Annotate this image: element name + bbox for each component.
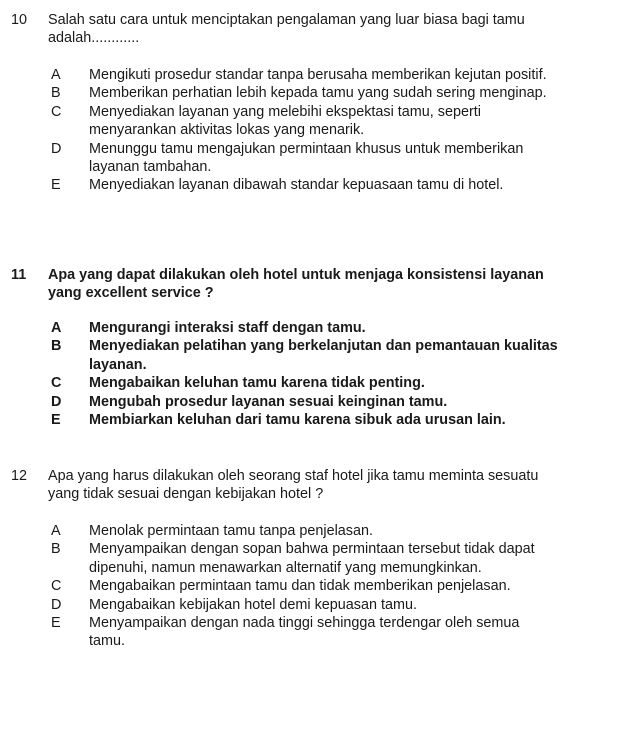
question-number: 11 xyxy=(11,267,27,283)
option-e[interactable] xyxy=(0,176,559,194)
option-text: Menyampaikan dengan sopan bahwa permintaan tersebut tidak dapat dipenuhi, namun menawarkan alternatif yang memungkinkan. xyxy=(89,541,535,576)
option-letter: D xyxy=(51,596,62,613)
option-c[interactable] xyxy=(0,577,559,595)
answer-options xyxy=(0,522,559,651)
option-c[interactable] xyxy=(0,374,559,392)
option-letter: B xyxy=(51,338,62,355)
option-letter: D xyxy=(51,140,62,157)
option-letter: D xyxy=(51,393,62,410)
option-e[interactable] xyxy=(0,614,559,651)
option-letter: C xyxy=(51,103,62,120)
option-letter: A xyxy=(51,320,62,336)
answer-options xyxy=(0,66,559,195)
question-stem xyxy=(0,266,548,303)
option-a[interactable] xyxy=(0,522,559,540)
option-text: Menunggu tamu mengajukan permintaan khusus untuk memberikan layanan tambahan. xyxy=(89,140,524,176)
option-text: Membiarkan keluhan dari tamu karena sibuk ada urusan lain. xyxy=(89,412,506,429)
option-letter: A xyxy=(51,523,61,539)
answer-options xyxy=(0,319,559,429)
question-10 xyxy=(0,11,638,194)
question-11 xyxy=(0,266,638,429)
question-text: Salah satu cara untuk menciptakan pengalaman yang luar biasa bagi tamu adalah............ xyxy=(48,12,525,47)
option-text: Mengikuti prosedur standar tanpa berusaha memberikan kejutan positif. xyxy=(89,67,547,83)
option-text: Menyediakan layanan yang melebihi ekspektasi tamu, seperti menyarankan aktivitas lokas yang menarik. xyxy=(89,103,481,139)
question-stem xyxy=(0,11,548,48)
option-text: Mengabaikan permintaan tamu dan tidak memberikan penjelasan. xyxy=(89,578,511,595)
option-letter: A xyxy=(51,67,61,83)
option-d[interactable] xyxy=(0,140,559,177)
option-text: Menyediakan layanan dibawah standar kepuasaan tamu di hotel. xyxy=(89,177,504,194)
option-text: Mengabaikan kebijakan hotel demi kepuasan tamu. xyxy=(89,596,417,613)
option-a[interactable] xyxy=(0,319,559,337)
question-number: 12 xyxy=(11,468,28,484)
question-text: Apa yang harus dilakukan oleh seorang staf hotel jika tamu meminta sesuatu yang tidak sesuai dengan kebijakan hotel ? xyxy=(48,468,539,503)
question-number: 10 xyxy=(11,12,28,28)
option-letter: C xyxy=(51,578,62,595)
option-letter: C xyxy=(51,375,62,392)
option-text: Mengabaikan keluhan tamu karena tidak penting. xyxy=(89,375,425,392)
option-b[interactable] xyxy=(0,540,559,577)
option-c[interactable] xyxy=(0,103,559,140)
option-e[interactable] xyxy=(0,411,559,429)
option-text: Mengubah prosedur layanan sesuai keinginan tamu. xyxy=(89,393,448,410)
question-text: Apa yang dapat dilakukan oleh hotel untuk menjaga konsistensi layanan yang excellent service ? xyxy=(48,267,544,302)
option-d[interactable] xyxy=(0,596,559,614)
question-stem xyxy=(0,467,548,504)
option-letter: E xyxy=(51,615,61,632)
option-text: Menyampaikan dengan nada tinggi sehingga terdengar oleh semua tamu. xyxy=(89,615,520,650)
option-d[interactable] xyxy=(0,393,559,411)
option-text: Memberikan perhatian lebih kepada tamu yang sudah sering menginap. xyxy=(89,85,547,102)
option-text: Menyediakan pelatihan yang berkelanjutan dan pemantauan kualitas layanan. xyxy=(89,338,558,373)
option-letter: B xyxy=(51,541,61,558)
option-text: Menolak permintaan tamu tanpa penjelasan. xyxy=(89,523,373,539)
option-b[interactable] xyxy=(0,337,559,374)
option-b[interactable] xyxy=(0,84,559,102)
option-text: Mengurangi interaksi staff dengan tamu. xyxy=(89,320,366,336)
option-letter: E xyxy=(51,177,61,194)
option-letter: E xyxy=(51,412,61,429)
question-12 xyxy=(0,467,638,650)
option-letter: B xyxy=(51,85,61,102)
option-a[interactable] xyxy=(0,66,559,84)
